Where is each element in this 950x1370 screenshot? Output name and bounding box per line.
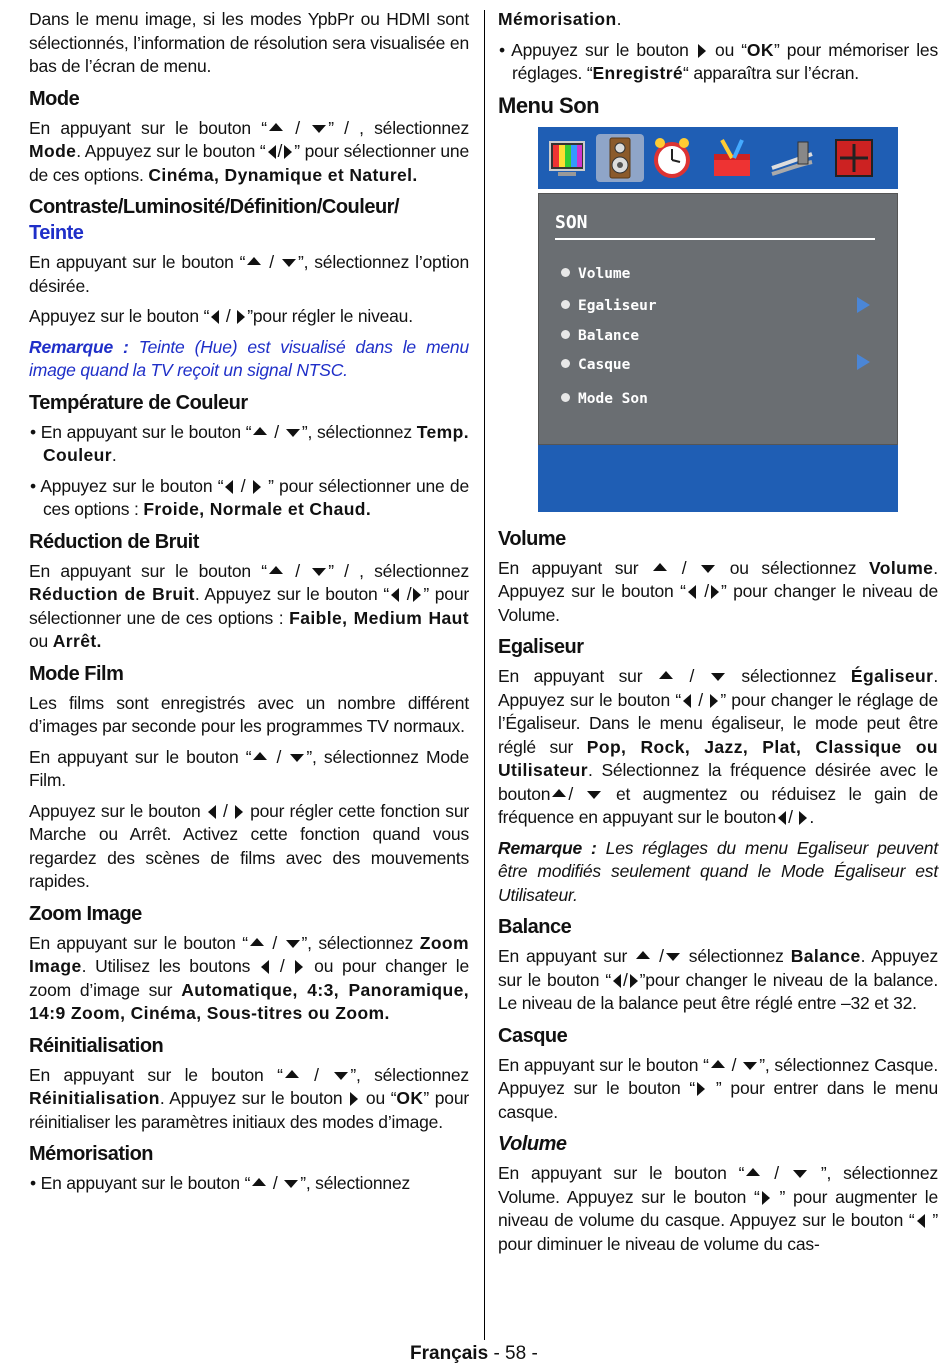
contrast-heading: Contraste/Luminosité/Définition/Couleur/ Teinte (29, 196, 400, 244)
chevron-right-icon (857, 297, 870, 313)
settings-icon (708, 134, 756, 182)
casque-paragraph: En appuyant sur le bouton “ / ”, sélectionnez Casque. Appuyez sur le bouton “ ” pour entrer dans le menu casque. (498, 1054, 938, 1122)
noise-heading: Réduction de Bruit (29, 530, 199, 553)
page-number: - 58 - (493, 1343, 538, 1364)
contrast-paragraph-2: Appuyez sur le bouton “ / ”pour régler le niveau. (29, 306, 413, 326)
film-paragraph-1: Les films sont enregistrés avec un nombre différent d’images par seconde pour les programmes TV normaux. (29, 692, 469, 736)
mode-paragraph: En appuyant sur le bouton “ / ” / , sélectionnez Mode. Appuyez sur le bouton “ / ” pour sélectionner une de ces options. Cinéma, Dynamique et Naturel. (29, 117, 469, 185)
picture-icon (544, 134, 592, 182)
page-footer (410, 1343, 538, 1365)
menu-item-balance[interactable]: Balance (561, 328, 639, 344)
film-paragraph-2: En appuyant sur le bouton “ / ”, sélectionnez Mode Film. (29, 746, 469, 790)
menu-son-heading: Menu Son (498, 92, 600, 118)
menu-item-casque[interactable]: Casque (561, 357, 630, 373)
store-bullet-2: • Appuyez sur le bouton ou “OK” pour mémoriser les réglages. “Enregistré“ apparaîtra sur l’écran. (499, 39, 938, 83)
menu-title-rule (555, 238, 875, 240)
volume-paragraph: En appuyant sur / ou sélectionnez Volume. Appuyez sur le bouton “ / ” pour changer le niveau de Volume. (498, 557, 938, 625)
contrast-paragraph-1: En appuyant sur le bouton “ / ”, sélectionnez l’option désirée. (29, 252, 469, 296)
menu-item-mode-son[interactable]: Mode Son (561, 391, 648, 407)
menu-title: SON (555, 211, 588, 233)
menu-item-egaliseur[interactable]: Egaliseur (561, 298, 657, 314)
eq-remark: Remarque : Les réglages du menu Egaliseur peuvent être modifiés seulement quand le Mode Égaliseur est Utilisateur. (498, 837, 938, 905)
menu-icon-bar (538, 127, 898, 189)
intro-paragraph: Dans le menu image, si les modes YpbPr ou HDMI sont sélectionnés, l’information de résolution sera visualisée en bas de l’écran de menu. (29, 9, 469, 76)
eq-heading: Egaliseur (498, 636, 584, 658)
reset-paragraph: En appuyant sur le bouton “ / ”, sélectionnez Réinitialisation. Appuyez sur le bouton ou “OK” pour réinitialiser les paramètres initiaux des modes d’image. (29, 1064, 469, 1132)
clock-icon (648, 134, 696, 182)
chevron-right-icon (857, 354, 870, 370)
contrast-remark: Remarque : Teinte (Hue) est visualisé dans le menu image quand la TV reçoit un signal NTSC. (29, 336, 469, 380)
reset-heading: Réinitialisation (29, 1034, 164, 1057)
temp-heading: Température de Couleur (29, 391, 248, 414)
menu-panel (538, 193, 898, 445)
right-column (498, 8, 938, 1263)
zoom-paragraph: En appuyant sur le bouton “ / ”, sélectionnez Zoom Image. Utilisez les boutons / ou pour changer le zoom d’image sur Automatique, 4:3, Panoramique, 14:9 Zoom, Cinéma, Sous-titres ou Zoom. (29, 932, 469, 1023)
store-bullet-1: • En appuyant sur le bouton “ / ”, sélectionnez (30, 1173, 411, 1193)
source-icon (768, 134, 816, 182)
menu-item-volume[interactable]: Volume (561, 266, 630, 282)
volume2-paragraph: En appuyant sur le bouton “ / ”, sélectionnez Volume. Appuyez sur le bouton “ ” pour augmenter le niveau de volume du casque. Appuyez sur le bouton “ ” pour diminuer le niveau de volume du cas- (498, 1163, 939, 1254)
film-heading: Mode Film (29, 662, 124, 685)
mode-heading: Mode (29, 87, 80, 110)
volume2-heading: Volume (498, 1133, 567, 1155)
temp-bullet-1: • En appuyant sur le bouton “ / ”, sélectionnez Temp. Couleur. (30, 421, 469, 465)
left-column (29, 8, 469, 1203)
parental-icon (830, 134, 878, 182)
sound-icon (596, 134, 644, 182)
casque-heading: Casque (498, 1024, 568, 1047)
store-continuation: Mémorisation. (498, 9, 622, 29)
footer-language: Français (410, 1343, 489, 1364)
store-heading: Mémorisation (29, 1143, 154, 1165)
volume-heading: Volume (498, 527, 566, 550)
balance-paragraph: En appuyant sur / sélectionnez Balance. Appuyez sur le bouton “ / ”pour changer le niveau de la balance. Le niveau de la balance peut être réglé entre –32 et 32. (498, 946, 939, 1013)
balance-heading: Balance (498, 916, 572, 938)
menu-footer-bar (538, 445, 898, 512)
film-paragraph-3: Appuyez sur le bouton / pour régler cette fonction sur Marche ou Arrêt. Activez cette fonction quand vous regardez des scènes de films avec des mouvements rapides. (29, 800, 469, 891)
eq-paragraph: En appuyant sur / sélectionnez Égaliseur. Appuyez sur le bouton “ / ” pour changer le réglage de l’Égaliseur. Dans le menu égaliseur, le mode peut être réglé sur Pop, Rock, Jazz, Plat, Classique ou Utilisateur. Sélectionnez la fréquence désirée avec le bouton / et augmentez ou réduisez le gain de fréquence en appuyant sur le bouton / . (498, 666, 939, 827)
temp-bullet-2: • Appuyez sur le bouton “ / ” pour sélectionner une de ces options : Froide, Normale et Chaud. (30, 475, 469, 519)
column-divider (484, 10, 485, 1340)
zoom-heading: Zoom Image (29, 902, 142, 925)
sound-menu-screenshot (538, 127, 898, 512)
noise-paragraph: En appuyant sur le bouton “ / ” / , sélectionnez Réduction de Bruit. Appuyez sur le bouton “ / ” pour sélectionner une de ces options : Faible, Medium Haut ou Arrêt. (29, 560, 469, 651)
